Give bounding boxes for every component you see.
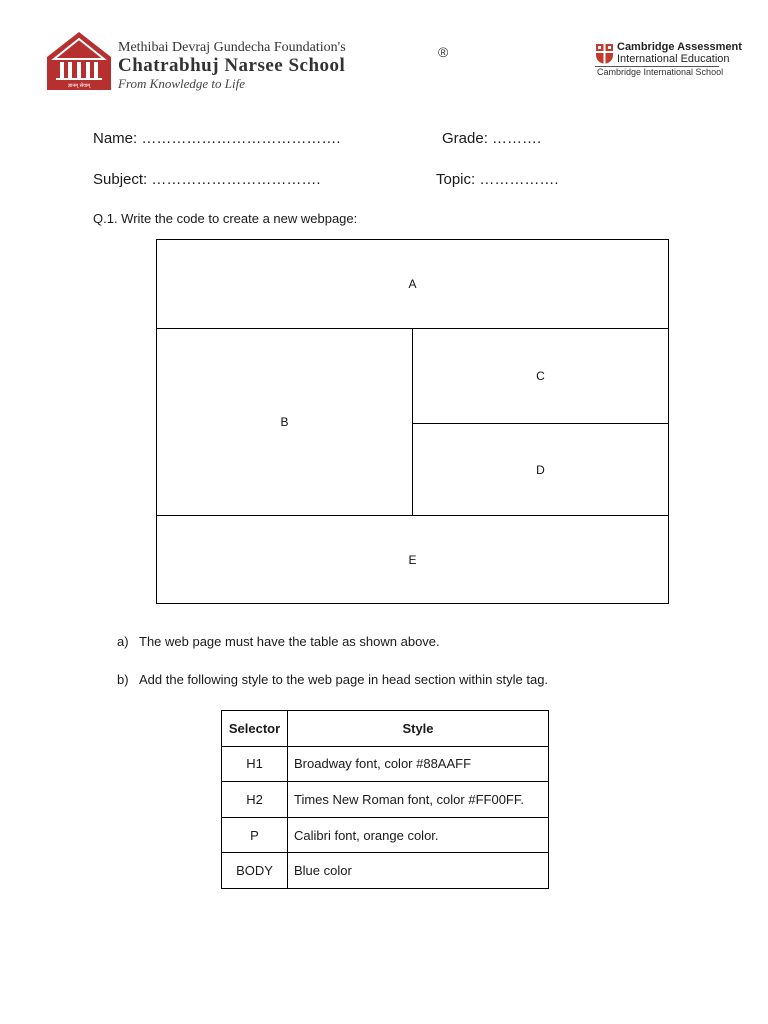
school-logo-icon [46, 31, 112, 91]
style-cell: Broadway font, color #88AAFF [288, 746, 549, 782]
layout-diagram [156, 239, 669, 604]
table-row [222, 782, 549, 818]
instruction-b-marker: b) [117, 672, 129, 687]
cambridge-international-school: Cambridge International School [597, 67, 724, 77]
grade-field: Grade: ………. [442, 130, 542, 147]
selector-cell: BODY [222, 853, 288, 889]
header-selector: Selector [222, 711, 288, 747]
header-style: Style [288, 711, 549, 747]
instruction-a-text: The web page must have the table as shown above. [139, 634, 440, 649]
cambridge-assessment: Cambridge Assessment [617, 41, 742, 53]
registered-mark: ® [438, 44, 449, 60]
table-row [222, 746, 549, 782]
logo-motto: ज्ञानम् सेवाम् [67, 83, 91, 89]
style-table [221, 710, 549, 889]
question-1: Q.1. Write the code to create a new webpage: [93, 211, 358, 226]
diagram-cell-b [157, 329, 413, 515]
instruction-b-text: Add the following style to the web page in head section within style tag. [139, 672, 549, 687]
cell-d-label: D [536, 462, 545, 477]
selector-cell: H2 [222, 782, 288, 818]
name-field: Name: …………………………………. [93, 130, 341, 147]
cell-e-label: E [408, 552, 417, 567]
diagram-cell-e [157, 515, 668, 603]
table-header-row [222, 711, 549, 747]
cambridge-international-education: International Education [617, 53, 730, 65]
subject-field: Subject: ……………………………. [93, 171, 321, 188]
style-cell: Calibri font, orange color. [288, 817, 549, 853]
cell-b-label: B [280, 415, 289, 429]
diagram-cell-c [413, 329, 668, 424]
table-row [222, 853, 549, 889]
topic-field: Topic: ……………. [436, 171, 559, 188]
cell-c-label: C [536, 369, 545, 383]
school-name: Chatrabhuj Narsee School [118, 55, 346, 76]
table-row [222, 817, 549, 853]
style-cell: Times New Roman font, color #FF00FF. [288, 782, 549, 818]
diagram-cell-d [413, 424, 668, 515]
diagram-cell-a [157, 240, 668, 329]
foundation-name: Methibai Devraj Gundecha Foundation's [118, 40, 346, 55]
selector-cell: P [222, 817, 288, 853]
cambridge-shield-icon [595, 43, 614, 65]
school-tagline: From Knowledge to Life [118, 76, 245, 91]
selector-cell: H1 [222, 746, 288, 782]
instruction-a-marker: a) [117, 634, 129, 649]
style-cell: Blue color [288, 853, 549, 889]
cell-a-label: A [408, 277, 417, 291]
